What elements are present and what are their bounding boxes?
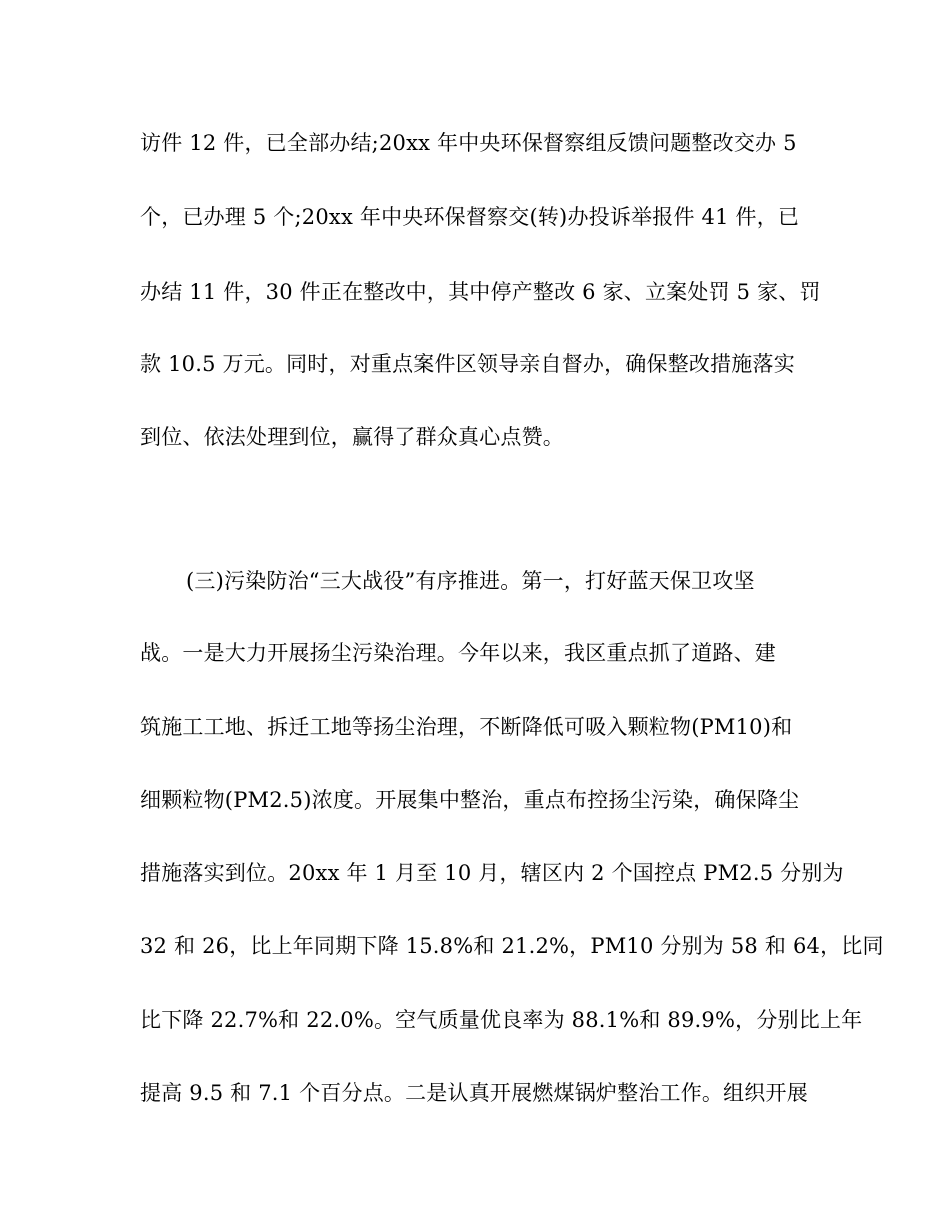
paragraph-1-line-1: 访件 12 件，已全部办结;20xx 年中央环保督察组反馈问题整改交办 5 xyxy=(140,131,797,155)
paragraph-1-line-3: 办结 11 件，30 件正在整改中，其中停产整改 6 家、立案处罚 5 家、罚 xyxy=(140,280,821,304)
paragraph-2-line-2: 战。一是大力开展扬尘污染治理。今年以来，我区重点抓了道路、建 xyxy=(140,641,776,665)
paragraph-2-line-4: 细颗粒物(PM2.5)浓度。开展集中整治，重点布控扬尘污染，确保降尘 xyxy=(140,788,800,812)
paragraph-2-line-6: 32 和 26，比上年同期下降 15.8%和 21.2%，PM10 分别为 58 和 64，比同 xyxy=(140,934,884,958)
paragraph-1-line-4: 款 10.5 万元。同时，对重点案件区领导亲自督办，确保整改措施落实 xyxy=(140,352,795,376)
paragraph-1-line-2: 个，已办理 5 个;20xx 年中央环保督察交(转)办投诉举报件 41 件，已 xyxy=(140,205,800,229)
paragraph-2-line-8: 提高 9.5 和 7.1 个百分点。二是认真开展燃煤锅炉整治工作。组织开展 xyxy=(140,1081,808,1105)
paragraph-2-line-3: 筑施工工地、拆迁工地等扬尘治理，不断降低可吸入颗粒物(PM10)和 xyxy=(140,715,793,739)
paragraph-2-line-1: (三)污染防治“三大战役”有序推进。第一，打好蓝天保卫攻坚 xyxy=(186,569,755,593)
paragraph-1-line-5: 到位、依法处理到位，赢得了群众真心点赞。 xyxy=(140,425,564,449)
paragraph-2-line-5: 措施落实到位。20xx 年 1 月至 10 月，辖区内 2 个国控点 PM2.5 分别为 xyxy=(140,861,844,885)
paragraph-2-line-7: 比下降 22.7%和 22.0%。空气质量优良率为 88.1%和 89.9%，分别比上年 xyxy=(140,1008,863,1032)
